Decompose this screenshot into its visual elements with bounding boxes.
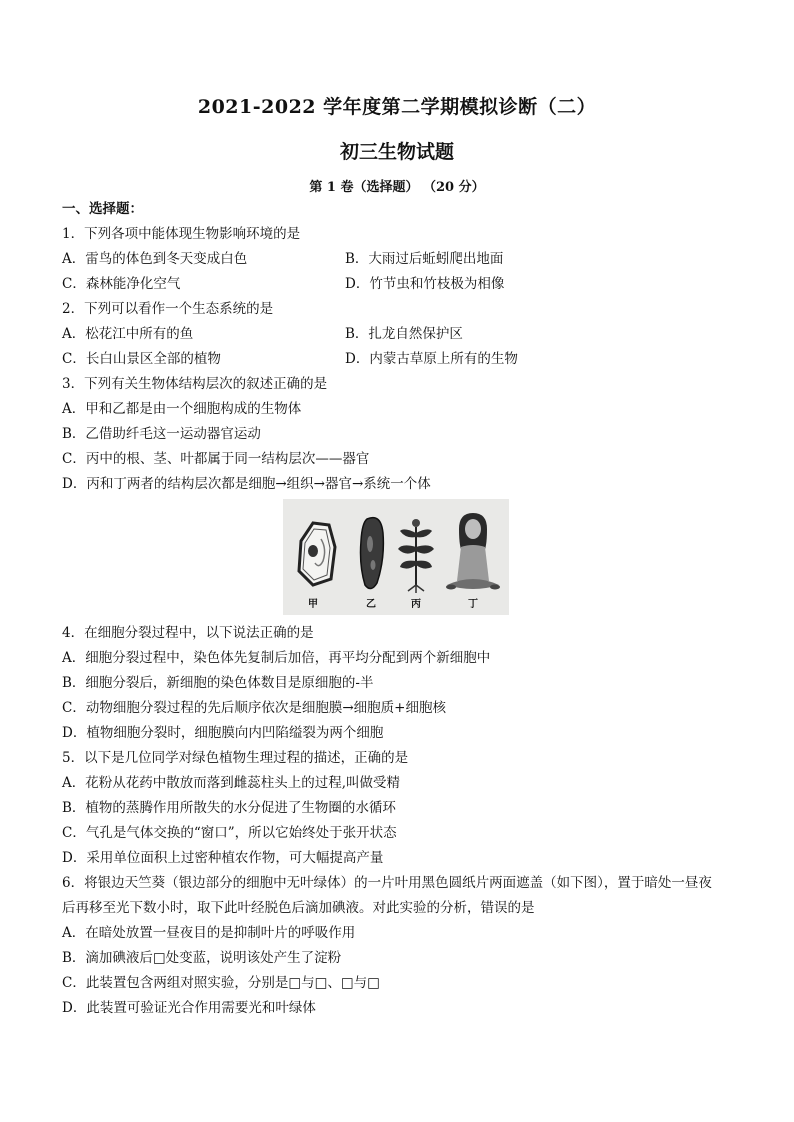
question-1-option-c: C．森林能净化空气	[62, 276, 181, 292]
question-2-option-d: D．内蒙古草原上所有的生物	[345, 351, 518, 367]
question-5-option-c: C．气孔是气体交换的“窗口”，所以它始终处于张开状态	[62, 825, 397, 841]
label-ding: 丁	[468, 599, 478, 610]
question-3-option-d: D．丙和丁两者的结构层次都是细胞→组织→器官→系统一个体	[62, 476, 431, 492]
question-4-option-d: D．植物细胞分裂时，细胞膜向内凹陷缢裂为两个细胞	[62, 725, 384, 741]
question-4-option-b: B．细胞分裂后，新细胞的染色体数目是原细胞的-半	[62, 675, 374, 691]
question-1-option-b: B．大雨过后蚯蚓爬出地面	[345, 251, 504, 267]
question-3-option-a: A．甲和乙都是由一个细胞构成的生物体	[62, 401, 302, 417]
question-5-option-d: D．采用单位面积上过密种植农作物，可大幅提高产量	[62, 850, 384, 866]
question-6-option-c: C．此装置包含两组对照实验，分别是□与□、□与□	[62, 975, 380, 991]
question-6-option-a: A．在暗处放置一昼夜目的是抑制叶片的呼吸作用	[62, 925, 356, 941]
label-jia: 甲	[308, 599, 318, 610]
exam-subtitle: 初三生物试题	[339, 141, 454, 163]
question-1-option-a: A．雷鸟的体色到冬天变成白色	[62, 251, 248, 267]
question-1-stem: 1．下列各项中能体现生物影响环境的是	[62, 226, 301, 242]
question-3-stem: 3．下列有关生物体结构层次的叙述正确的是	[62, 376, 328, 392]
question-2-option-b: B．扎龙自然保护区	[345, 326, 463, 342]
section-heading: 一、选择题：	[62, 201, 143, 217]
question-5-option-a: A．花粉从花药中散放而落到雌蕊柱头上的过程,叫做受精	[62, 775, 401, 791]
question-2-option-a: A．松花江中所有的鱼	[62, 326, 194, 342]
question-5-option-b: B．植物的蒸腾作用所散失的水分促进了生物圈的水循环	[62, 800, 396, 816]
question-6-stem-continued: 后再移至光下数小时，取下此叶经脱色后滴加碘液。对此实验的分析，错误的是	[62, 900, 535, 916]
organism-figure-svg	[283, 499, 509, 615]
question-4-stem: 4．在细胞分裂过程中，以下说法正确的是	[62, 625, 314, 641]
question-6-stem: 6．将银边天竺葵（银边部分的细胞中无叶绿体）的一片叶用黑色圆纸片两面遮盖（如下图），置于暗处一昼夜	[62, 875, 712, 891]
exam-title: 2021-2022 学年度第二学期模拟诊断（二）	[197, 96, 597, 118]
volume-heading: 第 1 卷（选择题） （20 分）	[309, 180, 485, 195]
organism-figure	[283, 499, 509, 615]
question-3-option-b: B．乙借助纤毛这一运动器官运动	[62, 426, 261, 442]
question-5-stem: 5．以下是几位同学对绿色植物生理过程的描述，正确的是	[62, 750, 409, 766]
question-2-option-c: C．长白山景区全部的植物	[62, 351, 221, 367]
label-yi: 乙	[366, 599, 376, 610]
label-bing: 丙	[411, 599, 421, 610]
question-2-stem: 2．下列可以看作一个生态系统的是	[62, 301, 274, 317]
question-4-option-a: A．细胞分裂过程中，染色体先复制后加倍，再平均分配到两个新细胞中	[62, 650, 491, 666]
question-6-option-b: B．滴加碘液后□处变蓝，说明该处产生了淀粉	[62, 950, 342, 966]
question-4-option-c: C．动物细胞分裂过程的先后顺序依次是细胞膜→细胞质+细胞核	[62, 700, 446, 716]
question-3-option-c: C．丙中的根、茎、叶都属于同一结构层次——器官	[62, 451, 370, 467]
question-1-option-d: D．竹节虫和竹枝极为相像	[345, 276, 505, 292]
question-6-option-d: D．此装置可验证光合作用需要光和叶绿体	[62, 1000, 316, 1016]
